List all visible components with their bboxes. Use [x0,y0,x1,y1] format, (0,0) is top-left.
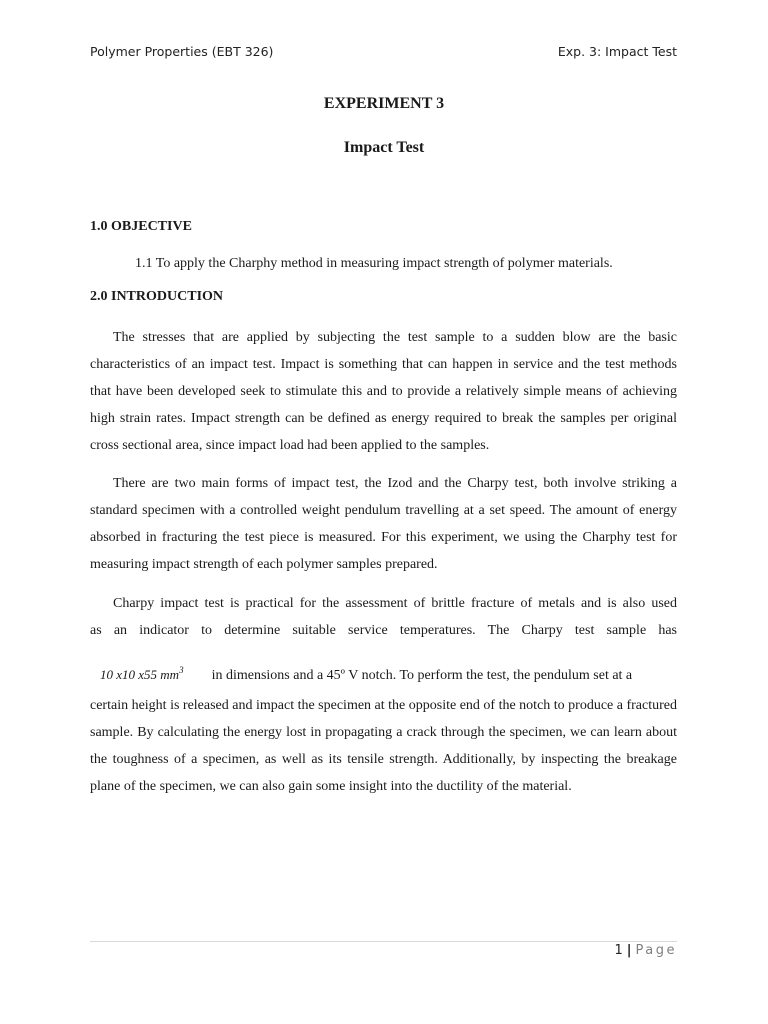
footer-divider [90,941,677,942]
experiment-title: EXPERIMENT 3 [323,95,445,112]
formula-exponent: 3 [179,665,184,675]
intro-paragraph-3-line-3 [90,657,677,689]
header-experiment: Exp. 3: Impact Test [557,44,677,59]
page-number: 1 [614,943,623,958]
objective-heading: 1.0 OBJECTIVE [90,219,192,234]
intro-paragraph-3-line-1: Charpy impact test is practical for the assessment of brittle fracture of metals and is also used [113,596,677,611]
page-label: Page [635,943,677,958]
intro-paragraph-3-line-2: as an indicator to determine suitable service temperatures. The Charpy test sample has [90,623,677,638]
header-course: Polymer Properties (EBT 326) [90,44,274,59]
page-header [90,44,677,64]
page-separator: | [626,943,632,958]
experiment-subject: Impact Test [343,139,425,156]
introduction-heading: 2.0 INTRODUCTION [90,289,224,304]
intro-paragraph-1: The stresses that are applied by subjecting the test sample to a sudden blow are the basic characteristics of an impact test. Impact is something that can happen in service and the test methods that have been developed seek to stimulate this and to provide a relatively simple means of achieving high strain rates. Impact strength can be defined as energy required to break the samples per original cross sectional area, since impact load had been applied to the samples. [90,330,677,453]
intro-paragraph-2: There are two main forms of impact test, the Izod and the Charpy test, both involve striking a standard specimen with a controlled weight pendulum travelling at a set speed. The amount of energy absorbed in fracturing the test piece is measured. For this experiment, we using the Charphy test for measuring impact strength of each polymer samples prepared. [90,476,677,572]
intro-paragraph-3-rest: certain height is released and impact the specimen at the opposite end of the notch to produce a fractured sample. By calculating the energy lost in propagating a crack through the specimen, we can learn about the toughness of a specimen, as well as its tensile strength. Additionally, by inspecting the breakage plane of the specimen, we can also gain some insight into the ductility of the material. [90,698,677,794]
formula-text: 10 x10 x55 mm [100,667,180,682]
line-3-text: in dimensions and a 45º V notch. To perform the test, the pendulum set at a [211,668,633,683]
page-footer [614,943,677,958]
specimen-dimension-formula [100,657,184,688]
objective-item: 1.1 To apply the Charphy method in measuring impact strength of polymer materials. [135,256,613,271]
